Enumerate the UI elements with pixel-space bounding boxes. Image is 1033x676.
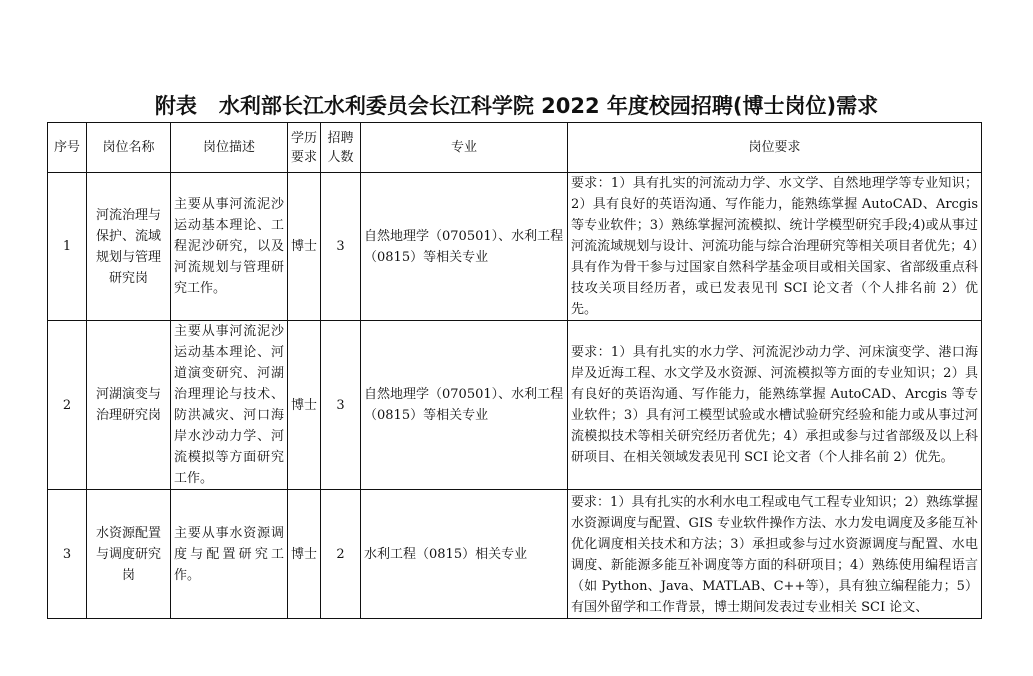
header-major: 专业 bbox=[361, 123, 568, 173]
page-title-prefix: 附表 bbox=[154, 94, 197, 118]
header-requirements: 岗位要求 bbox=[568, 123, 982, 173]
row-requirements: 要求：1）具有扎实的河流动力学、水文学、自然地理学等专业知识；2）具有良好的英语沟通、写作能力，能熟练掌握 AutoCAD、Arcgis 等专业软件；3）熟练掌握河流模拟、统计学模型研究手段;4)或从事过河流流域规划与设计、河流功能与综合治理研究等相关项目者优先；4）具有作为骨干参与过国家自然科学基金项目或相关国家、省部级重点科技攻关项目经历者，或已发表见刊 SCI 论文者（个人排名前 2）优先。 bbox=[568, 173, 982, 321]
row-major: 水利工程（0815）相关专业 bbox=[361, 490, 568, 619]
row-requirements: 要求：1）具有扎实的水利水电工程或电气工程专业知识；2）熟练掌握水资源调度与配置、GIS 专业软件操作方法、水力发电调度及多能互补优化调度相关技术和方法；3）承担或参与过水资源调度与配置、水电调度、新能源多能互补调度等方面的科研项目；4）熟练使用编程语言（如 Python、Java、MATLAB、C++等），具有独立编程能力；5）有国外留学和工作背景，博士期间发表过专业相关 SCI 论文、 bbox=[568, 490, 982, 619]
row-description: 主要从事河流泥沙运动基本理论、河道演变研究、河湖治理理论与技术、防洪减灾、河口海岸水沙动力学、河流模拟等方面研究工作。 bbox=[171, 321, 288, 490]
table-header-row bbox=[48, 123, 982, 173]
table-row bbox=[48, 173, 982, 321]
table-row bbox=[48, 321, 982, 490]
row-education: 博士 bbox=[288, 173, 321, 321]
row-count: 3 bbox=[321, 321, 361, 490]
row-no: 1 bbox=[48, 173, 87, 321]
row-no: 3 bbox=[48, 490, 87, 619]
row-position: 河流治理与保护、流域规划与管理研究岗 bbox=[87, 173, 171, 321]
recruitment-table bbox=[47, 122, 982, 619]
row-education: 博士 bbox=[288, 321, 321, 490]
row-requirements: 要求：1）具有扎实的水力学、河流泥沙动力学、河床演变学、港口海岸及近海工程、水文学及水资源、河流模拟等方面的专业知识；2）具有良好的英语沟通、写作能力，能熟练掌握 AutoCAD、Arcgis 等专业软件；3）具有河工模型试验或水槽试验研究经验和能力或从事过河流模拟技术等相关研究经历者优先；4）承担或参与过省部级及以上科研项目、在相关领域发表见刊 SCI 论文者（个人排名前 2）优先。 bbox=[568, 321, 982, 490]
row-no: 2 bbox=[48, 321, 87, 490]
row-count: 2 bbox=[321, 490, 361, 619]
header-no: 序号 bbox=[48, 123, 87, 173]
header-count: 招聘人数 bbox=[321, 123, 361, 173]
row-description: 主要从事水资源调度与配置研究工作。 bbox=[171, 490, 288, 619]
row-position: 水资源配置与调度研究岗 bbox=[87, 490, 171, 619]
row-major: 自然地理学（070501）、水利工程（0815）等相关专业 bbox=[361, 321, 568, 490]
row-description: 主要从事河流泥沙运动基本理论、工程泥沙研究，以及河流规划与管理研究工作。 bbox=[171, 173, 288, 321]
header-position: 岗位名称 bbox=[87, 123, 171, 173]
row-education: 博士 bbox=[288, 490, 321, 619]
row-major: 自然地理学（070501）、水利工程（0815）等相关专业 bbox=[361, 173, 568, 321]
page-title-main: 水利部长江水利委员会长江科学院 2022 年度校园招聘(博士岗位)需求 bbox=[218, 94, 879, 118]
table-row bbox=[48, 490, 982, 619]
row-count: 3 bbox=[321, 173, 361, 321]
header-education: 学历要求 bbox=[288, 123, 321, 173]
row-position: 河湖演变与治理研究岗 bbox=[87, 321, 171, 490]
header-description: 岗位描述 bbox=[171, 123, 288, 173]
page-title bbox=[0, 90, 1033, 120]
